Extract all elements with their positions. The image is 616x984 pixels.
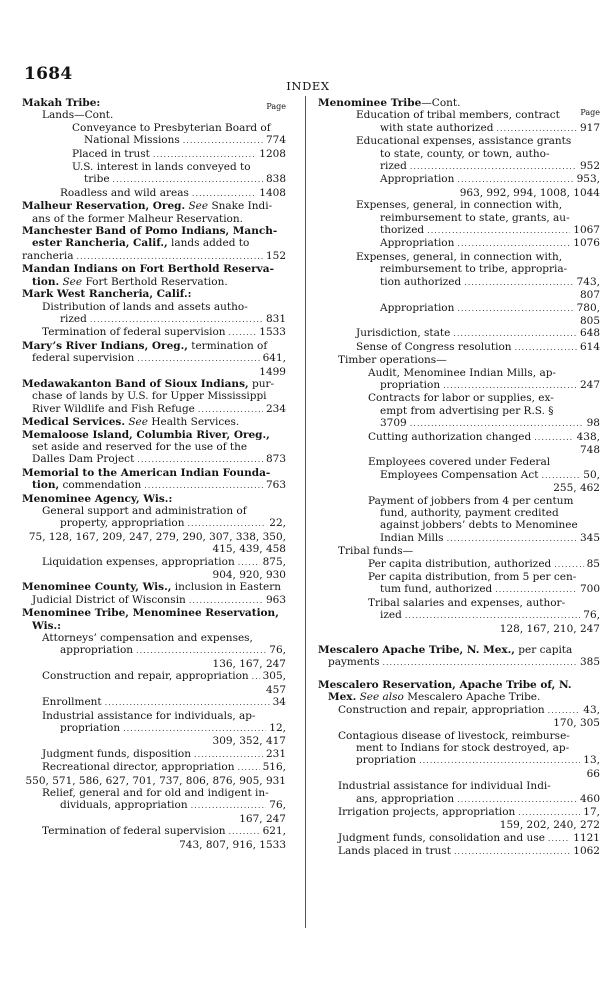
general-support-pages-2: 415, 439, 458 — [212, 543, 286, 556]
per-capita-1-entry: Per capita distribution, authorized ..... 85 — [368, 558, 600, 571]
heading-makah: Makah Tribe: — [22, 97, 101, 109]
placed-in-trust-entry: Placed in trust ..... 1208 — [72, 148, 286, 161]
expenses-state-line2: reimbursement to state, grants, au- — [380, 211, 570, 224]
heading-menominee-county: Menominee County, Wis., inclusion in Eastern — [22, 581, 282, 594]
contagious-line2: ment to Indians for stock destroyed, ap- — [356, 741, 570, 754]
jurisdiction-entry: Jurisdiction, state ..... 648 — [356, 327, 600, 340]
heading-medical-services: Medical Services. See Health Services. — [22, 416, 240, 429]
termination-pages-2: 743, 807, 916, 1533 — [179, 838, 286, 851]
liquidation-pages: 904, 920, 930 — [212, 569, 286, 582]
county-entry: Judicial District of Wisconsin ..... 963 — [22, 594, 286, 607]
expenses-tribe-appropriation-pages: 805 — [579, 314, 600, 327]
judgment-entry: Judgment funds, disposition ..... 231 — [42, 748, 286, 761]
attorneys-line1: Attorneys’ compensation and expenses, — [42, 632, 253, 645]
expenses-tribe-line1: Expenses, general, in connection with, — [356, 250, 563, 263]
page-column-label-right: Page — [580, 108, 600, 117]
distribution-line1: Distribution of lands and assets autho- — [42, 300, 248, 313]
manchester-line2: ester Rancheria, Calif., lands added to — [32, 237, 250, 250]
medawakanton-entry: River Wildlife and Fish Refuge ..... 234 — [22, 403, 286, 416]
expenses-tribe-entry: tion authorized ..... 743, — [380, 276, 600, 289]
tribal-salaries-line1: Tribal salaries and expenses, author- — [368, 596, 566, 609]
memaloose-entry: Dalles Dam Project ..... 873 — [22, 453, 286, 466]
memaloose-line2: set aside and reserved for the use of the — [32, 440, 248, 453]
educational-expenses-entry: rized ..... 952 — [380, 160, 600, 173]
marys-entry: federal supervision ..... 641, — [22, 352, 286, 365]
construction-pages: 457 — [265, 683, 286, 696]
general-support-entry: property, appropriation ..... 22, — [60, 517, 286, 530]
education-entry: with state authorized ..... 917 — [380, 122, 600, 135]
educational-expenses-line1: Educational expenses, assistance grants — [356, 135, 572, 148]
heading-menominee-tribe: Menominee Tribe, Menominee Reservation, — [22, 607, 279, 620]
industrial-pages: 309, 352, 417 — [212, 735, 286, 748]
heading-mandan: Mandan Indians on Fort Berthold Reserva- — [22, 263, 274, 276]
mescalero-construction-entry: Construction and repair, appropriation ..... 43, — [338, 704, 600, 717]
per-capita-2-line1: Per capita distribution, from 5 per cen- — [368, 571, 577, 584]
medawakanton-line2: chase of lands by U.S. for Upper Mississippi — [32, 390, 267, 403]
sense-of-congress-entry: Sense of Congress resolution ..... 614 — [356, 341, 600, 354]
page-column-label: Page — [266, 102, 286, 111]
mescalero-apache-entry: payments ..... 385 — [318, 656, 600, 669]
heading-manchester: Manchester Band of Pomo Indians, Manch- — [22, 225, 278, 238]
distribution-entry: rized ..... 831 — [60, 313, 286, 326]
general-support-line1: General support and administration of — [42, 505, 247, 517]
industrial-entry: propriation ..... 12, — [60, 722, 286, 735]
contracts-line1: Contracts for labor or supplies, ex- — [368, 392, 554, 405]
education-line1: Education of tribal members, contract — [356, 109, 560, 122]
expenses-tribe-appropriation: Appropriation ..... 780, — [380, 302, 600, 315]
payment-entry: Indian Mills ..... 345 — [380, 532, 600, 545]
manchester-entry: rancheria ..... 152 — [22, 250, 286, 263]
roadless-entry: Roadless and wild areas ..... 1408 — [60, 187, 286, 200]
relief-entry: dividuals, appropriation ..... 76, — [60, 799, 286, 812]
menominee-tribe-line2: Wis.: — [32, 619, 62, 632]
liquidation-entry: Liquidation expenses, appropriation ..... 875, — [42, 556, 286, 569]
heading-malheur: Malheur Reservation, Oreg. See Snake Indi- — [22, 200, 273, 213]
heading-mark-west: Mark West Rancheria, Calif.: — [22, 288, 192, 301]
expenses-tribe-pages: 807 — [579, 289, 600, 302]
heading-memorial: Memorial to the American Indian Founda- — [22, 466, 271, 479]
cutting-pages: 748 — [579, 443, 600, 456]
tribal-salaries-entry: ized ..... 76, — [380, 609, 600, 622]
recreational-entry: Recreational director, appropriation ..... 516, — [42, 761, 286, 774]
memorial-entry: tion, commendation ..... 763 — [22, 479, 286, 492]
educational-appropriation-entry: Appropriation ..... 953, — [380, 173, 600, 186]
us-interest-entry: tribe ..... 838 — [84, 173, 286, 186]
attorneys-pages: 136, 167, 247 — [212, 657, 286, 670]
right-column — [318, 97, 600, 859]
tribal-funds-heading: Tribal funds— — [338, 545, 414, 558]
per-capita-2-entry: tum fund, authorized ..... 700 — [380, 583, 600, 596]
general-support-pages: 75, 128, 167, 209, 247, 279, 290, 307, 338, 350, — [28, 530, 286, 543]
contagious-entry: propriation ..... 13, — [356, 754, 600, 767]
tribal-salaries-pages: 128, 167, 210, 247 — [499, 622, 600, 635]
lands-cont: Lands—Cont. — [42, 109, 114, 122]
employees-entry: Employees Compensation Act ..... 50, — [380, 469, 600, 482]
left-column — [22, 97, 286, 851]
irrigation-entry: Irrigation projects, appropriation ..... 17, — [338, 806, 600, 819]
termination-entry-2: Termination of federal supervision ..... 621, — [42, 825, 286, 838]
educational-appropriation-pages: 963, 992, 994, 1008, 1044 — [459, 186, 600, 199]
enrollment-entry: Enrollment ..... 34 — [42, 696, 286, 709]
heading-menominee-tribe-cont: Menominee Tribe—Cont. — [318, 97, 461, 109]
marys-pages-cont: 1499 — [259, 365, 286, 378]
us-interest-line1: U.S. interest in lands conveyed to — [72, 161, 251, 174]
industrial-line1: Industrial assistance for individuals, ap- — [42, 709, 256, 722]
employees-line1: Employees covered under Federal — [368, 456, 551, 469]
audit-entry: propriation ..... 247 — [380, 379, 600, 392]
conveyance-line1: Conveyance to Presbyterian Board of — [72, 121, 271, 134]
heading-memaloose: Memaloose Island, Columbia River, Oreg., — [22, 428, 270, 441]
relief-pages: 167, 247 — [239, 812, 286, 825]
heading-mescalero-reservation: Mescalero Reservation, Apache Tribe of, N. — [318, 678, 572, 691]
malheur-line2: ans of the former Malheur Reservation. — [32, 212, 243, 225]
lands-in-trust-entry: Lands placed in trust ..... 1062 — [338, 845, 600, 858]
heading-mescalero-apache: Mescalero Apache Tribe, N. Mex., per capita — [318, 644, 573, 657]
cutting-entry: Cutting authorization changed ..... 438, — [368, 431, 600, 444]
termination-entry-1: Termination of federal supervision ..... 1533 — [42, 326, 286, 339]
expenses-tribe-line2: reimbursement to tribe, appropria- — [380, 263, 568, 276]
industrial-individual-line1: Industrial assistance for individual Indi- — [338, 780, 551, 793]
irrigation-pages: 159, 202, 240, 272 — [499, 819, 600, 832]
heading-medawakanton: Medawakanton Band of Sioux Indians, pur- — [22, 377, 275, 390]
educational-expenses-line2: to state, county, or town, autho- — [380, 147, 550, 160]
timber-operations-heading: Timber operations— — [338, 354, 447, 367]
running-head: INDEX — [286, 79, 330, 93]
mandan-line2: tion. See Fort Berthold Reservation. — [32, 275, 228, 288]
contagious-line1: Contagious disease of livestock, reimburse- — [338, 729, 570, 742]
audit-line1: Audit, Menominee Indian Mills, ap- — [368, 366, 556, 379]
payment-line1: Payment of jobbers from 4 per centum — [368, 494, 574, 507]
heading-marys-river: Mary’s River Indians, Oreg., termination of — [22, 339, 268, 352]
employees-pages: 255, 462 — [553, 482, 600, 495]
contagious-pages: 66 — [586, 767, 600, 780]
payment-line3: against jobbers’ debts to Menominee — [380, 519, 578, 532]
conveyance-entry: National Missions ..... 774 — [84, 134, 286, 147]
heading-menominee-agency: Menominee Agency, Wis.: — [22, 492, 173, 505]
expenses-state-line1: Expenses, general, in connection with, — [356, 199, 563, 212]
construction-entry: Construction and repair, appropriation ..... 305, — [42, 670, 286, 683]
judgment-consolidation-entry: Judgment funds, consolidation and use ..... 1121 — [338, 832, 600, 845]
expenses-state-entry: thorized ..... 1067 — [380, 224, 600, 237]
industrial-individual-entry: ans, appropriation ..... 460 — [356, 793, 600, 806]
contracts-entry: 3709 ..... 98 — [380, 417, 600, 430]
page-number: 1684 — [24, 64, 73, 84]
payment-line2: fund, authority, payment credited — [380, 507, 559, 519]
relief-line1: Relief, general and for old and indigent in- — [42, 786, 269, 799]
contracts-line2: empt from advertising per R.S. § — [380, 404, 554, 417]
mescalero-reservation-line2: Mex. See also Mescalero Apache Tribe. — [328, 691, 541, 704]
mescalero-construction-pages: 170, 305 — [553, 717, 600, 730]
attorneys-entry: appropriation ..... 76, — [60, 644, 286, 657]
expenses-state-appropriation: Appropriation ..... 1076 — [380, 237, 600, 250]
recreational-pages: 550, 571, 586, 627, 701, 737, 806, 876, 905, 931 — [25, 774, 286, 787]
